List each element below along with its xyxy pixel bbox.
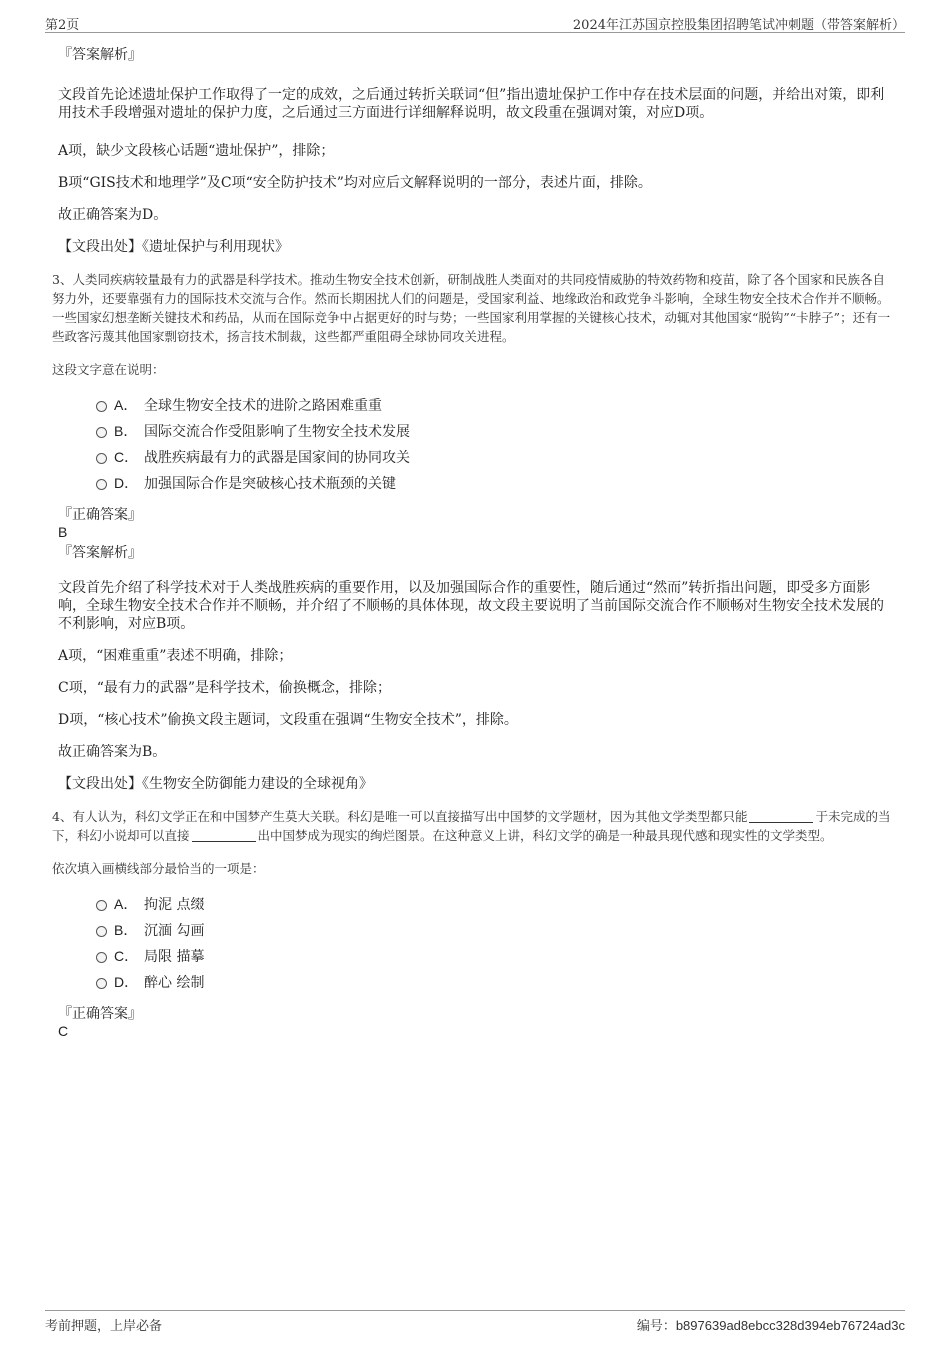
note-bc: B项“GIS技术和地理学”及C项“安全防护技术”均对应后文解释说明的一部分，表述片面，排除。 [58,175,652,191]
blank-line [192,829,256,842]
note-c: C项，“最有力的武器”是科学技术，偷换概念，排除； [58,680,392,696]
document-title: 2024年江苏国京控股集团招聘笔试冲刺题（带答案解析） [572,18,905,33]
radio-icon[interactable] [96,926,107,937]
question-4-options [52,891,897,995]
option-b[interactable]: B． 国际交流合作受阻影响了生物安全技术发展 [96,418,897,444]
conclusion: 故正确答案为D。 [58,207,168,223]
source: 【文段出处】《遗址保护与利用现状》 [58,239,289,255]
option-d[interactable]: D． 加强国际合作是突破核心技术瓶颈的关键 [96,470,897,496]
option-a[interactable]: A． 全球生物安全技术的进阶之路困难重重 [96,392,897,418]
analysis-label: 『答案解析』 [58,47,142,63]
radio-icon[interactable] [96,900,107,911]
option-b[interactable]: B． 沉湎 勾画 [96,917,897,943]
question-3-stem: 3、人类同疾病较量最有力的武器是科学技术。推动生物安全技术创新，研制战胜人类面对的共同疫情威胁的特效药物和疫苗，除了各个国家和民族各自努力外，还要靠强有力的国际技术交流与合作。然而长期困扰人们的问题是，受国家利益、地缘政治和政党争斗影响，全球生物安全技术合作并不顺畅。一些国家幻想垄断关键技术和药品，从而在国际竞争中占据更好的时与势；一些国家利用掌握的关键核心技术，动辄对其他国家“脱钩”“卡脖子”；还有一些政客污蔑其他国家剽窃技术，扬言技术制裁，这些都严重阻碍全球协同攻关进程。 [52,272,891,344]
question-4-prompt: 依次填入画横线部分最恰当的一项是： [52,861,265,876]
option-c[interactable]: C． 战胜疾病最有力的武器是国家间的协同攻关 [96,444,897,470]
note-d: D项，“核心技术”偷换文段主题词，文段重在强调“生物安全技术”，排除。 [58,712,518,728]
answer-value: B [58,524,68,540]
option-a[interactable]: A． 拘泥 点缀 [96,891,897,917]
footer-slogan: 考前押题，上岸必备 [45,1319,163,1334]
analysis-text: 文段首先介绍了科学技术对于人类战胜疾病的重要作用，以及加强国际合作的重要性，随后通过“然而”转折指出问题，即受多方面影响，全球生物安全技术合作并不顺畅，并介绍了不顺畅的具体体现，故文段主要说明了当前国际交流合作不顺畅对生物安全技术发展的不利影响，对应B项。 [58,580,884,632]
option-d[interactable]: D． 醉心 绘制 [96,969,897,995]
answer-label: 『正确答案』 [58,1006,142,1022]
radio-icon[interactable] [96,453,107,464]
page-footer [45,1310,905,1335]
question-3-prompt: 这段文字意在说明： [52,362,165,377]
answer-label: 『正确答案』 [58,507,142,523]
option-c[interactable]: C． 局限 描摹 [96,943,897,969]
note-a: A项，“困难重重”表述不明确，排除； [58,648,293,664]
answer-value: C [58,1023,69,1039]
radio-icon[interactable] [96,952,107,963]
source: 【文段出处】《生物安全防御能力建设的全球视角》 [58,776,373,792]
document-code: 编号：b897639ad8ebcc328d394eb76724ad3c [636,1318,905,1334]
conclusion: 故正确答案为B。 [58,744,167,760]
question-4-stem: 4、有人认为，科幻文学正在和中国梦产生莫大关联。科幻是唯一可以直接描写出中国梦的文学题材，因为其他文学类型都只能 于未完成的当下，科幻小说却可以直接 出中国梦成为现实的绚烂图景。在这种意义上讲，科幻文学的确是一种最具现代感和现实性的文学类型。 [52,809,891,843]
radio-icon[interactable] [96,978,107,989]
page-header [45,12,905,33]
radio-icon[interactable] [96,479,107,490]
question-3-options [52,392,897,496]
blank-line [749,810,813,823]
page-number: 第2页 [45,18,80,33]
analysis-label: 『答案解析』 [58,545,142,561]
analysis-text: 文段首先论述遗址保护工作取得了一定的成效，之后通过转折关联词“但”指出遗址保护工作中存在技术层面的问题，并给出对策，即利用技术手段增强对遗址的保护力度，之后通过三方面进行详细解释说明，故文段重在强调对策，对应D项。 [58,87,885,121]
note-a: A项，缺少文段核心话题“遗址保护”，排除； [58,143,335,159]
page-content [52,40,897,1039]
radio-icon[interactable] [96,427,107,438]
radio-icon[interactable] [96,401,107,412]
